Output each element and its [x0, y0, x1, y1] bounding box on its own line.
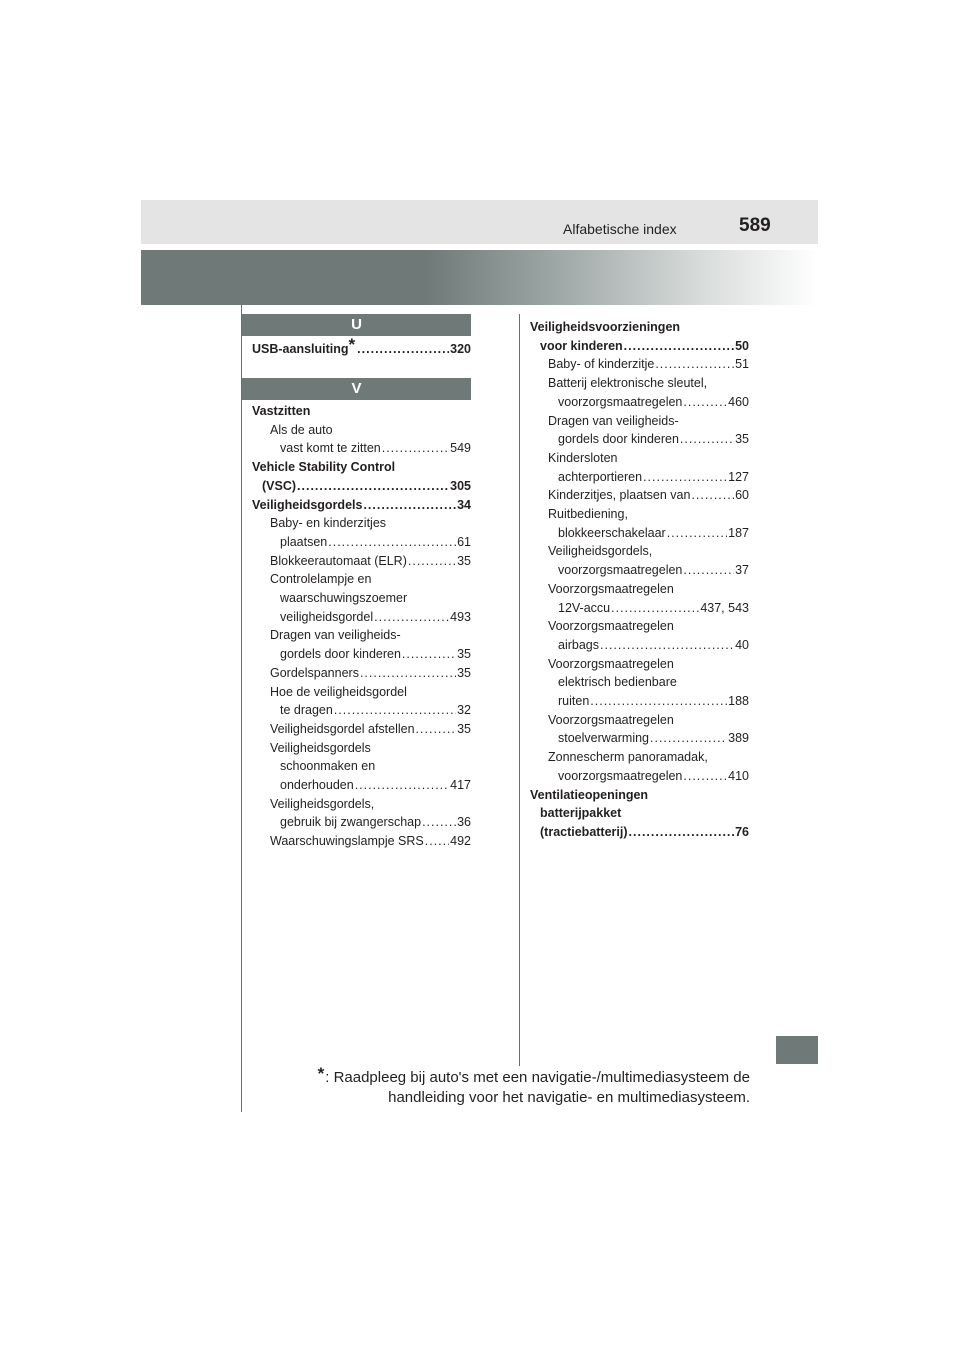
index-entry-term: Kindersloten: [548, 450, 618, 465]
index-entry-page: 127: [728, 469, 749, 484]
index-entry-term: Kinderzitjes, plaatsen van: [548, 488, 691, 503]
index-entry: [558, 561, 749, 580]
index-entry-page: 389: [728, 731, 749, 746]
index-entry-page: 50: [735, 338, 749, 353]
index-entry: [530, 318, 749, 337]
index-entry-page: 35: [457, 647, 471, 662]
index-entry-term: (tractiebatterij): [540, 824, 628, 839]
index-entry-term: Vehicle Stability Control: [252, 460, 396, 475]
index-entry-term: achterportieren: [558, 469, 643, 484]
footnote-marker: *: [348, 338, 356, 354]
index-entry-page: 34: [457, 497, 471, 512]
index-entry-page: 51: [735, 357, 749, 372]
index-entry: [558, 692, 749, 711]
index-entry-term: USB-aansluiting*: [252, 338, 356, 357]
index-entry-term: Waarschuwingslampje SRS: [270, 834, 424, 849]
chapter-band: [141, 250, 818, 305]
index-entry: [270, 664, 471, 683]
index-entry: [280, 439, 471, 458]
dot-leader: [425, 832, 449, 851]
index-entry-page: 76: [735, 824, 749, 839]
index-entry: [548, 580, 749, 599]
dot-leader: [650, 729, 727, 748]
index-entry: [270, 795, 471, 814]
index-entry: [558, 430, 749, 449]
index-entry-page: 417: [450, 778, 471, 792]
dot-leader: [360, 664, 456, 683]
index-entry-term: elektrisch bedienbare: [558, 675, 677, 690]
index-entry-term: Ventilatieopeningen: [530, 787, 649, 802]
index-entry-page: 37: [735, 563, 749, 578]
dot-leader: [382, 439, 449, 458]
index-entry: [540, 804, 749, 823]
dot-leader: [357, 340, 449, 357]
index-entry: [252, 338, 471, 357]
index-entry-term: voorzorgsmaatregelen: [558, 394, 683, 409]
index-entry-page: 549: [450, 441, 471, 456]
index-entry-term: Veiligheidsgordels,: [270, 796, 375, 811]
index-entry-term: te dragen: [280, 703, 333, 718]
index-entry: [540, 337, 749, 356]
left-column-rule: [241, 305, 242, 1112]
index-entry-page: 188: [728, 694, 749, 708]
index-entry: [558, 524, 749, 543]
index-entry: [270, 832, 471, 851]
index-entry-page: 305: [450, 478, 471, 493]
index-entry-term: Blokkeerautomaat (ELR): [270, 553, 407, 568]
header-bar: [141, 200, 818, 244]
index-entry: [270, 421, 471, 440]
index-entry: [548, 505, 749, 524]
index-entry-term: (VSC): [262, 478, 297, 493]
index-entry: [548, 655, 749, 674]
index-entry: [548, 449, 749, 468]
dot-leader: [683, 393, 727, 412]
letter-heading-u: U: [242, 314, 471, 336]
dot-leader: [667, 524, 727, 543]
index-entry-term: Gordelspanners: [270, 665, 359, 680]
dot-leader: [422, 813, 456, 832]
index-entry: [548, 374, 749, 393]
index-entry: [280, 813, 471, 832]
index-entry: [558, 393, 749, 412]
index-entry-term: Veiligheidsgordels: [270, 740, 371, 755]
index-entry-term: waarschuwingszoemer: [280, 591, 408, 605]
index-entry-term: Dragen van veiligheids-: [270, 628, 401, 643]
index-entry-term: Veiligheidsgordels: [252, 497, 363, 512]
index-entry-page: 35: [457, 553, 471, 568]
index-entry-term: Veiligheidsgordels,: [548, 544, 653, 559]
index-entry: [558, 599, 749, 618]
dot-leader: [683, 767, 727, 786]
footnote: [300, 1064, 750, 1108]
index-entry-term: Voorzorgsmaatregelen: [548, 656, 674, 671]
index-entry-page: 35: [457, 721, 471, 736]
index-entry: [280, 776, 471, 795]
index-entry: [548, 355, 749, 374]
index-entry: [540, 823, 749, 842]
index-entry: [558, 767, 749, 786]
dot-leader: [402, 645, 456, 664]
index-entry-page: 60: [735, 488, 749, 503]
dot-leader: [590, 692, 727, 711]
dot-leader: [355, 776, 449, 795]
index-entry-term: ruiten: [558, 694, 590, 708]
index-entry: [548, 617, 749, 636]
index-entry-term: Dragen van veiligheids-: [548, 413, 679, 428]
index-entry-term: Zonnescherm panoramadak,: [548, 750, 708, 765]
index-entry: [270, 552, 471, 571]
index-entry-term: Baby- en kinderzitjes: [270, 516, 387, 531]
dot-leader: [408, 552, 456, 571]
index-entry-page: 40: [735, 637, 749, 652]
dot-leader: [363, 496, 456, 515]
index-entry: [558, 729, 749, 748]
dot-leader: [680, 430, 734, 449]
index-entry: [530, 786, 749, 805]
dot-leader: [643, 468, 727, 487]
index-entry-term: Voorzorgsmaatregelen: [548, 619, 674, 634]
letter-heading-v: V: [242, 378, 471, 400]
index-entry: [558, 673, 749, 692]
dot-leader: [297, 477, 449, 496]
index-entry-term: gebruik bij zwangerschap: [280, 815, 422, 830]
index-entry-page: 32: [457, 703, 471, 718]
index-entry: [270, 720, 471, 739]
index-entry: [270, 626, 471, 645]
index-entry: [262, 477, 471, 496]
index-entry-page: 36: [457, 815, 471, 830]
index-entry-term: Vastzitten: [252, 404, 311, 418]
index-entry: [280, 608, 471, 627]
footnote-line-2: handleiding voor het navigatie- en multimediasysteem.: [388, 1089, 750, 1106]
dot-leader: [629, 823, 735, 842]
index-entry-term: gordels door kinderen: [558, 432, 679, 447]
dot-leader: [683, 561, 734, 580]
index-entry: [548, 412, 749, 431]
index-entry: [558, 636, 749, 655]
index-entry-page: 187: [728, 525, 749, 540]
index-entry: [252, 402, 471, 421]
index-entry-term: batterijpakket: [540, 806, 622, 821]
index-entry-term: onderhouden: [280, 778, 354, 792]
index-entry-term: Controlelampje en: [270, 572, 372, 587]
index-entry: [280, 757, 471, 776]
index-entry-page: 35: [735, 432, 749, 447]
index-entry: [252, 458, 471, 477]
index-entry-term: voorzorgsmaatregelen: [558, 563, 683, 578]
thumb-index-tab: [776, 1036, 818, 1064]
page-number: 589: [739, 215, 771, 236]
index-entry-page: 320: [450, 342, 471, 356]
index-entry-page: 35: [457, 665, 471, 680]
index-entry-term: voorzorgsmaatregelen: [558, 768, 683, 783]
index-entry: [280, 533, 471, 552]
section-title: Alfabetische index: [563, 221, 677, 237]
index-entry: [548, 711, 749, 730]
index-entry: [548, 748, 749, 767]
middle-column-rule: [519, 314, 520, 1066]
dot-leader: [328, 533, 456, 552]
index-entry-term: Voorzorgsmaatregelen: [548, 712, 674, 727]
dot-leader: [611, 599, 699, 618]
dot-leader: [374, 608, 449, 627]
index-entry: [280, 589, 471, 608]
index-entry-term: Als de auto: [270, 422, 333, 437]
dot-leader: [691, 486, 734, 505]
index-entry-term: blokkeerschakelaar: [558, 525, 666, 540]
index-entry-term: gordels door kinderen: [280, 647, 401, 662]
index-entry-page: 437, 543: [700, 600, 749, 615]
index-entry-page: 410: [728, 768, 749, 783]
index-entry-term: Hoe de veiligheidsgordel: [270, 684, 407, 699]
index-entry-term: Ruitbediening,: [548, 507, 628, 521]
index-entry: [548, 542, 749, 561]
index-entry-page: 492: [450, 834, 471, 849]
index-entry: [252, 496, 471, 515]
index-entry-term: vast komt te zitten: [280, 441, 381, 456]
index-entry-term: Baby- of kinderzitje: [548, 357, 655, 372]
index-entry: [270, 739, 471, 758]
dot-leader: [334, 701, 456, 720]
index-entry-page: 493: [450, 609, 471, 624]
footnote-line-1: *: Raadpleeg bij auto's met een navigatie-/multimediasysteem de: [317, 1064, 750, 1086]
index-entry: [548, 486, 749, 505]
index-entry: [280, 701, 471, 720]
index-entry-term: plaatsen: [280, 534, 328, 549]
index-entry: [280, 645, 471, 664]
index-entry-term: stoelverwarming: [558, 731, 650, 746]
index-entry: [558, 468, 749, 487]
index-entry-term: Batterij elektronische sleutel,: [548, 376, 708, 391]
index-entry-term: Voorzorgsmaatregelen: [548, 581, 674, 596]
index-entry: [270, 514, 471, 533]
dot-leader: [416, 720, 457, 739]
dot-leader: [624, 337, 734, 356]
dot-leader: [600, 636, 734, 655]
index-entry: [270, 570, 471, 589]
dot-leader: [655, 355, 734, 374]
footnote-star: *: [317, 1064, 325, 1083]
index-entry-page: 61: [457, 534, 471, 549]
index-entry-term: airbags: [558, 637, 599, 652]
index-entry-term: Veiligheidsgordel afstellen: [270, 721, 415, 736]
index-entry-page: 460: [728, 394, 749, 409]
index-entry-term: veiligheidsgordel: [280, 609, 374, 624]
index-entry-term: 12V-accu: [558, 600, 611, 615]
index-entry-term: voor kinderen: [540, 338, 623, 353]
index-entry-term: Veiligheidsvoorzieningen: [530, 320, 681, 334]
index-entry: [270, 683, 471, 702]
index-entry-term: schoonmaken en: [280, 759, 376, 774]
